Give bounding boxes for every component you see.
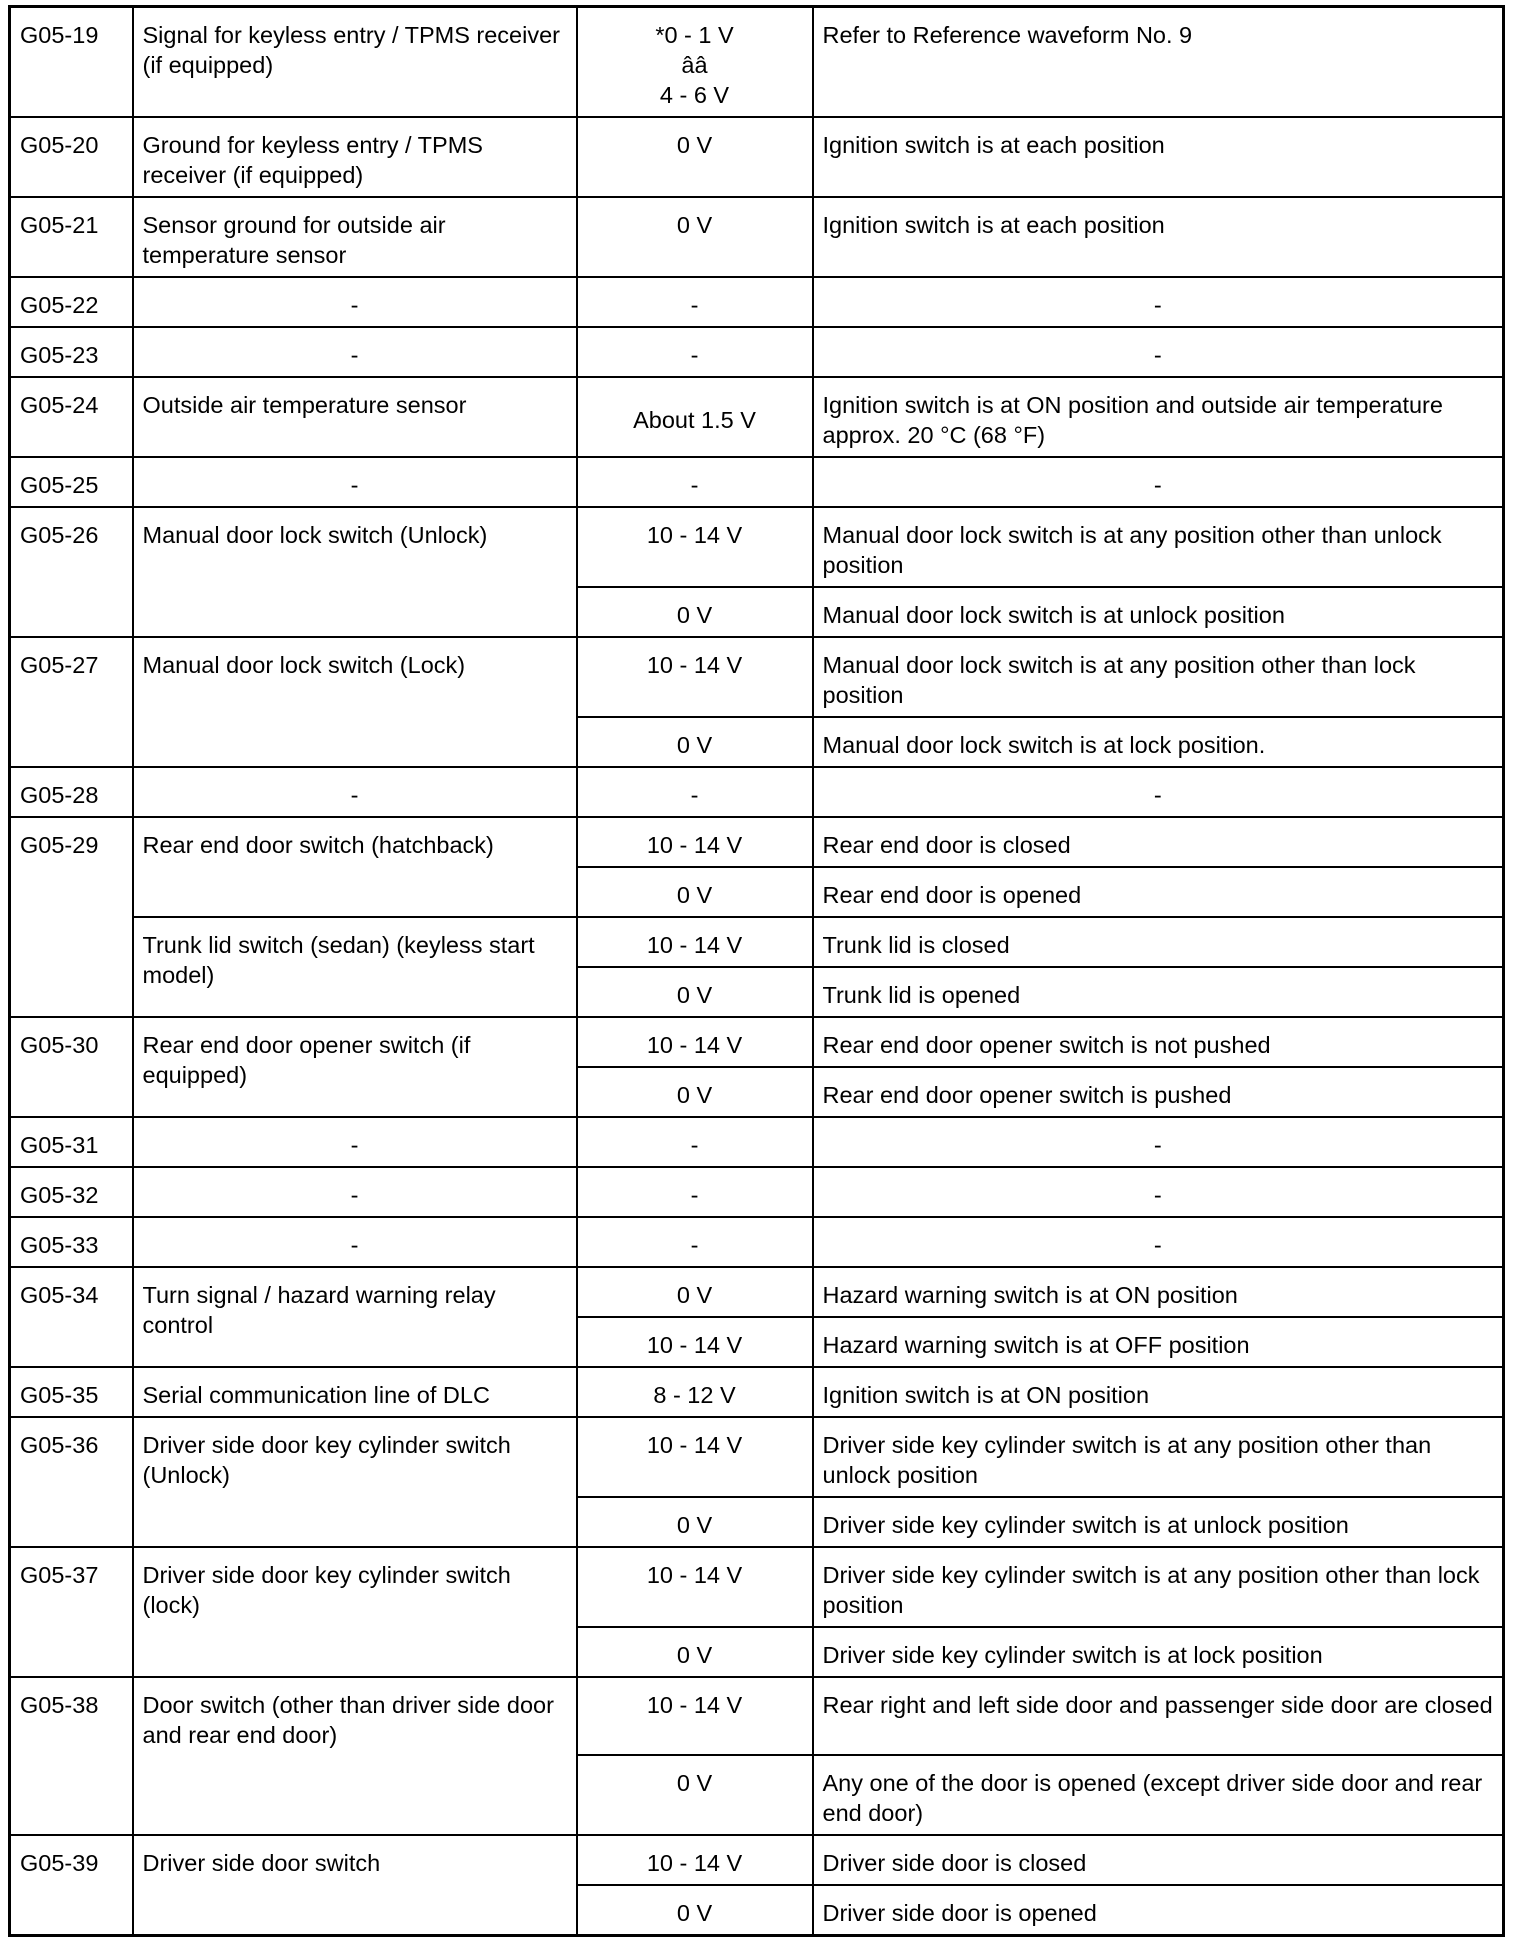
condition-cell: Hazard warning switch is at OFF position (813, 1317, 1504, 1367)
condition-cell: Trunk lid is opened (813, 967, 1504, 1017)
item-cell: Driver side door key cylinder switch (lock) (133, 1547, 577, 1677)
voltage-cell: 0 V (577, 587, 813, 637)
condition-cell: - (813, 1117, 1504, 1167)
terminal-cell: G05-33 (10, 1217, 133, 1267)
voltage-cell: About 1.5 V (577, 377, 813, 457)
table-row (10, 1677, 1504, 1755)
voltage-cell: 10 - 14 V (577, 1677, 813, 1755)
item-cell: Signal for keyless entry / TPMS receiver (if equipped) (133, 7, 577, 118)
table-row (10, 117, 1504, 197)
table-row (10, 1835, 1504, 1885)
condition-cell: Driver side door is opened (813, 1885, 1504, 1936)
terminal-cell: G05-28 (10, 767, 133, 817)
item-cell: - (133, 1217, 577, 1267)
terminal-cell: G05-27 (10, 637, 133, 767)
terminal-cell: G05-36 (10, 1417, 133, 1547)
condition-cell: Manual door lock switch is at lock position. (813, 717, 1504, 767)
item-cell: Ground for keyless entry / TPMS receiver (if equipped) (133, 117, 577, 197)
terminal-cell: G05-22 (10, 277, 133, 327)
table-row (10, 507, 1504, 587)
terminal-cell: G05-34 (10, 1267, 133, 1367)
terminal-cell: G05-29 (10, 817, 133, 1017)
table-row (10, 1117, 1504, 1167)
voltage-cell: 10 - 14 V (577, 637, 813, 717)
terminal-cell: G05-25 (10, 457, 133, 507)
item-cell: Manual door lock switch (Lock) (133, 637, 577, 767)
item-cell: - (133, 277, 577, 327)
voltage-cell: 10 - 14 V (577, 1547, 813, 1627)
voltage-cell: - (577, 1217, 813, 1267)
voltage-cell: 10 - 14 V (577, 1835, 813, 1885)
condition-cell: Rear end door is opened (813, 867, 1504, 917)
table-row (10, 377, 1504, 457)
condition-cell: Ignition switch is at each position (813, 197, 1504, 277)
condition-cell: Manual door lock switch is at any position other than lock position (813, 637, 1504, 717)
item-cell: Manual door lock switch (Unlock) (133, 507, 577, 637)
voltage-cell: - (577, 457, 813, 507)
condition-cell: Refer to Reference waveform No. 9 (813, 7, 1504, 118)
terminal-voltage-table (8, 5, 1505, 1937)
voltage-cell: 0 V (577, 1755, 813, 1835)
voltage-cell: 0 V (577, 1627, 813, 1677)
condition-cell: - (813, 277, 1504, 327)
waveform-symbol: ââ (681, 52, 708, 78)
table-row (10, 817, 1504, 867)
voltage-cell: 10 - 14 V (577, 1417, 813, 1497)
terminal-cell: G05-39 (10, 1835, 133, 1936)
condition-cell: Ignition switch is at ON position and outside air temperature approx. 20 °C (68 °F) (813, 377, 1504, 457)
table-row (10, 1267, 1504, 1317)
terminal-cell: G05-26 (10, 507, 133, 637)
condition-cell: - (813, 457, 1504, 507)
voltage-cell: 0 V (577, 1497, 813, 1547)
voltage-cell: - (577, 767, 813, 817)
item-cell: Sensor ground for outside air temperature sensor (133, 197, 577, 277)
table-row (10, 1017, 1504, 1067)
table-row (10, 327, 1504, 377)
table-row (10, 767, 1504, 817)
item-cell: Outside air temperature sensor (133, 377, 577, 457)
condition-cell: Driver side key cylinder switch is at lock position (813, 1627, 1504, 1677)
item-cell: Driver side door switch (133, 1835, 577, 1936)
voltage-cell (577, 7, 813, 118)
voltage-cell: 10 - 14 V (577, 1017, 813, 1067)
voltage-cell: 10 - 14 V (577, 817, 813, 867)
item-cell: Serial communication line of DLC (133, 1367, 577, 1417)
condition-cell: Hazard warning switch is at ON position (813, 1267, 1504, 1317)
voltage-cell: 10 - 14 V (577, 507, 813, 587)
condition-cell: Manual door lock switch is at unlock position (813, 587, 1504, 637)
condition-cell: Ignition switch is at ON position (813, 1367, 1504, 1417)
terminal-cell: G05-32 (10, 1167, 133, 1217)
terminal-cell: G05-35 (10, 1367, 133, 1417)
condition-cell: Driver side key cylinder switch is at any position other than lock position (813, 1547, 1504, 1627)
table-row (10, 1367, 1504, 1417)
terminal-cell: G05-20 (10, 117, 133, 197)
table-row (10, 1167, 1504, 1217)
table-row (10, 637, 1504, 717)
condition-cell: Ignition switch is at each position (813, 117, 1504, 197)
condition-cell: Driver side key cylinder switch is at any position other than unlock position (813, 1417, 1504, 1497)
table-row (10, 7, 1504, 118)
condition-cell: Rear end door opener switch is pushed (813, 1067, 1504, 1117)
table-row (10, 197, 1504, 277)
item-cell: Rear end door opener switch (if equipped) (133, 1017, 577, 1117)
table-row (10, 457, 1504, 507)
voltage-cell: - (577, 327, 813, 377)
terminal-cell: G05-21 (10, 197, 133, 277)
table-row (10, 1417, 1504, 1497)
voltage-cell: 0 V (577, 967, 813, 1017)
voltage-cell: 0 V (577, 197, 813, 277)
table-row (10, 277, 1504, 327)
terminal-cell: G05-30 (10, 1017, 133, 1117)
voltage-cell: 8 - 12 V (577, 1367, 813, 1417)
condition-cell: - (813, 1167, 1504, 1217)
voltage-line: 4 - 6 V (659, 82, 730, 108)
item-cell: Driver side door key cylinder switch (Unlock) (133, 1417, 577, 1547)
condition-cell: Any one of the door is opened (except driver side door and rear end door) (813, 1755, 1504, 1835)
voltage-cell: 0 V (577, 867, 813, 917)
item-cell: Door switch (other than driver side door and rear end door) (133, 1677, 577, 1835)
item-cell: Turn signal / hazard warning relay control (133, 1267, 577, 1367)
voltage-cell: 0 V (577, 1885, 813, 1936)
item-cell: - (133, 1117, 577, 1167)
condition-cell: Driver side key cylinder switch is at unlock position (813, 1497, 1504, 1547)
condition-cell: Trunk lid is closed (813, 917, 1504, 967)
condition-cell: - (813, 1217, 1504, 1267)
terminal-cell: G05-37 (10, 1547, 133, 1677)
condition-cell: - (813, 767, 1504, 817)
voltage-cell: 10 - 14 V (577, 1317, 813, 1367)
item-cell: Rear end door switch (hatchback) (133, 817, 577, 917)
condition-cell: - (813, 327, 1504, 377)
voltage-cell: - (577, 277, 813, 327)
voltage-cell: 0 V (577, 1267, 813, 1317)
terminal-cell: G05-23 (10, 327, 133, 377)
condition-cell: Rear right and left side door and passenger side door are closed (813, 1677, 1504, 1755)
terminal-cell: G05-24 (10, 377, 133, 457)
voltage-cell: 0 V (577, 1067, 813, 1117)
condition-cell: Driver side door is closed (813, 1835, 1504, 1885)
table-row (10, 1217, 1504, 1267)
item-cell: Trunk lid switch (sedan) (keyless start model) (133, 917, 577, 1017)
voltage-cell: 10 - 14 V (577, 917, 813, 967)
table-row (10, 917, 1504, 967)
voltage-line: *0 - 1 V (655, 22, 734, 48)
voltage-cell: - (577, 1117, 813, 1167)
item-cell: - (133, 457, 577, 507)
item-cell: - (133, 767, 577, 817)
condition-cell: Rear end door is closed (813, 817, 1504, 867)
terminal-cell: G05-38 (10, 1677, 133, 1835)
item-cell: - (133, 327, 577, 377)
table-row (10, 1547, 1504, 1627)
voltage-cell: - (577, 1167, 813, 1217)
item-cell: - (133, 1167, 577, 1217)
condition-cell: Rear end door opener switch is not pushed (813, 1017, 1504, 1067)
voltage-cell: 0 V (577, 717, 813, 767)
voltage-cell: 0 V (577, 117, 813, 197)
terminal-cell: G05-19 (10, 7, 133, 118)
condition-cell: Manual door lock switch is at any position other than unlock position (813, 507, 1504, 587)
terminal-cell: G05-31 (10, 1117, 133, 1167)
